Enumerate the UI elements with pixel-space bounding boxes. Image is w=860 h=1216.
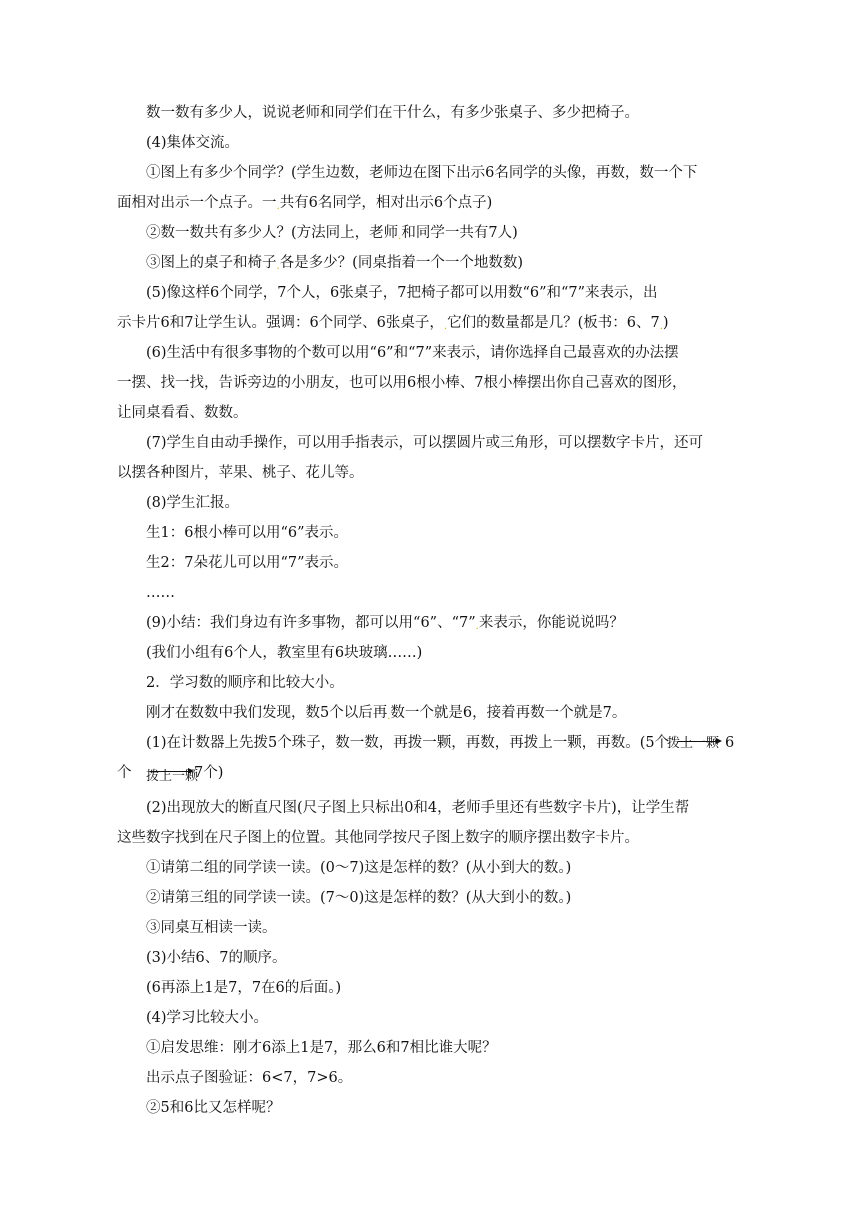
text-line: 出示点子图验证：6<7，7>6。 xyxy=(146,1070,353,1086)
text-line: ②5和6比又怎样呢？ xyxy=(146,1100,281,1116)
text-line: ②请第三组的同学读一读。(7～0)这是怎样的数？(从大到小的数。) xyxy=(146,890,572,906)
text-line: (8)学生汇报。 xyxy=(146,495,240,511)
text-line: ③图上的桌子和椅子.各是多少？(同桌指着一个一个地数数) xyxy=(146,255,523,272)
text-line: (6再添上1是7，7在6的后面。) xyxy=(146,980,342,996)
text-line: (4)学习比较大小。 xyxy=(146,1010,269,1026)
text-line: 7个) xyxy=(194,765,224,781)
dot-mark: . xyxy=(443,321,448,332)
text-line: (9)小结：我们身边有许多事物，都可以用“6”、“7”.来表示，你能说说吗？ xyxy=(146,615,624,632)
text-line: (3)小结6、7的顺序。 xyxy=(146,950,287,966)
text-line: (7)学生自由动手操作，可以用手指表示，可以摆圆片或三角形，可以摆数字卡片，还可 xyxy=(146,435,704,451)
text-line: 生1：6根小棒可以用“6”表示。 xyxy=(146,525,349,541)
arrow-label: 拨上一颗 xyxy=(667,736,720,751)
text-line: 以摆各种图片，苹果、桃子、花儿等。 xyxy=(117,465,364,481)
text-line: 2．学习数的顺序和比较大小。 xyxy=(146,675,344,691)
text-line: (1)在计数器上先拨5个珠子，数一数，再拨一颗，再数，再拨上一颗，再数。(5个 xyxy=(146,735,670,751)
dot-mark: . xyxy=(276,201,280,212)
text-line: (5)像这样6个同学，7个人，6张桌子，7把椅子都可以用数“6”和“7”来表示，出 xyxy=(146,285,658,301)
text-line: 示卡片6和7让学生认。强调：6个同学、6张桌子，.它们的数量都是几？(板书：6、7.) xyxy=(117,315,669,332)
text-line: 6 xyxy=(725,735,735,751)
text-line: 生2：7朵花儿可以用“7”表示。 xyxy=(146,555,349,571)
text-line: ③同桌互相读一读。 xyxy=(146,920,277,936)
text-line: (我们小组有6个人，教室里有6块玻璃……) xyxy=(146,645,423,661)
text-line: ①图上有多少个同学？(学生边数，老师边在图下出示6名同学的头像，再数，数一个下 xyxy=(146,165,698,181)
dot-mark: . xyxy=(387,711,391,722)
text-line: ②数一数共有多少人？(方法同上，老师.和同学一共有7人) xyxy=(146,225,518,242)
text-line: 这些数字找到在尺子图上的位置。其他同学按尺子图上数字的顺序摆出数字卡片。 xyxy=(117,830,639,846)
text-line: ①请第二组的同学读一读。(0～7)这是怎样的数？(从小到大的数。) xyxy=(146,860,572,876)
text-line: …… xyxy=(146,585,175,601)
text-line: 面相对出示一个点子。一.共有6名同学，相对出示6个点子) xyxy=(117,195,493,212)
text-line: (2)出现放大的断直尺图(尺子图上只标出0和4，老师手里还有些数字卡片)，让学生帮 xyxy=(146,800,690,816)
text-line: 让同桌看看、数数。 xyxy=(117,405,248,421)
text-line: 数一数有多少人，说说老师和同学们在干什么，有多少张桌子、多少把椅子。 xyxy=(146,105,639,121)
dot-mark: . xyxy=(398,231,402,242)
text-line: ①启发思维：刚才6添上1是7，那么6和7相比谁大呢？ xyxy=(146,1040,497,1056)
arrow-label: 拨上一颗 xyxy=(146,769,199,784)
dot-mark: . xyxy=(659,321,663,332)
text-line: (6)生活中有很多事物的个数可以用“6”和“7”来表示，请你选择自己最喜欢的办法摆 xyxy=(146,345,679,361)
text-line: 个 xyxy=(117,765,132,781)
text-line: 一摆、找一找，告诉旁边的小朋友，也可以用6根小棒、7根小棒摆出你自己喜欢的图形， xyxy=(117,375,687,391)
text-line: (4)集体交流。 xyxy=(146,135,240,151)
dot-mark: . xyxy=(276,261,280,272)
text-line: 刚才在数数中我们发现，数5个以后再.数一个就是6，接着再数一个就是7。 xyxy=(146,705,627,722)
dot-mark: . xyxy=(475,621,479,632)
